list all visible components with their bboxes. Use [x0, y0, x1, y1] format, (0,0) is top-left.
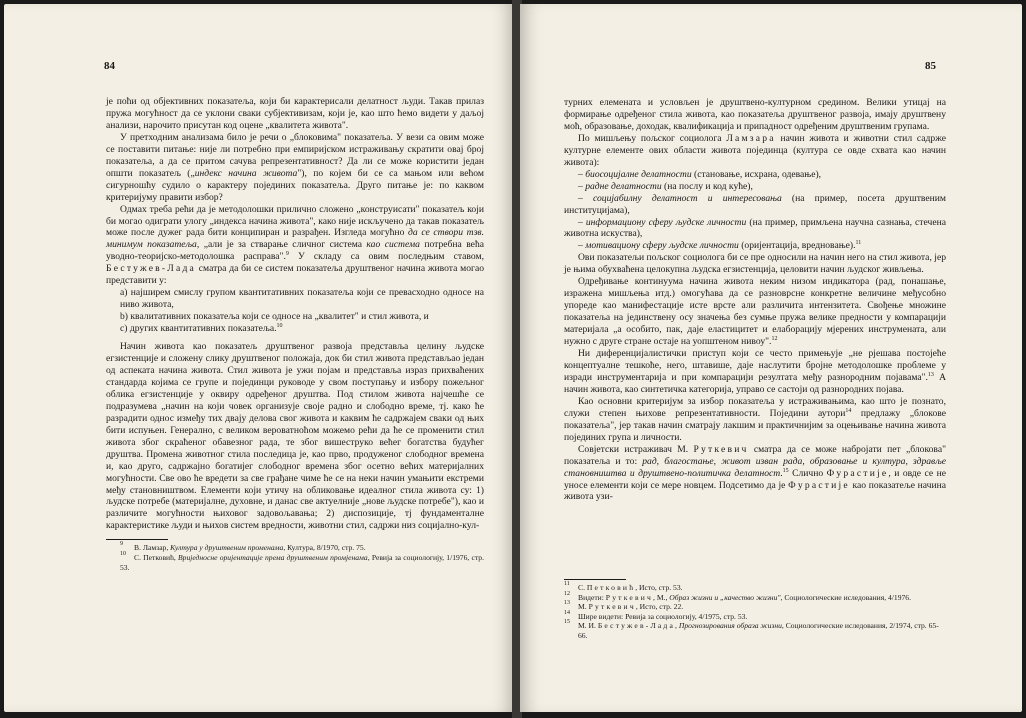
footnote-ref: 10 [276, 322, 283, 329]
author-name: Ламзара [726, 132, 776, 144]
left-page [4, 4, 514, 712]
footnote: 14 Шире видети: Ревија за социологију, 4/1975, стр. 53. [564, 609, 748, 621]
paragraph: Као основни критеријум за избор показатеља у истраживањима, као што је познато, служи степен њихове репрезентативности. Поједини аутори$^{14}$ предлажу „блокове показатеља", јер такав начин сматрају лакшим и практичнијим за оцењивање начина живота појединих група и личности. [564, 395, 946, 443]
footnote-ref: 14 [845, 407, 852, 414]
list-item: b) квалитативних показатеља који се односе на „квалитет" и стил живота, и [120, 311, 429, 323]
paragraph: У претходним анализама било је речи о „блоковима" показатеља. У вези са овим може се поставити питање: није ли потребно при емпиријском истраживању скратити овај број показатеља, а да се притом сачува репрезентативност? Да ли се може користити један општи показатељ („индекс начина живота"), по којем би се са мањом или већом сигурношћу судило о карактеру појединих показатеља. Друго питање је: по каквом критеријуму правити избор? [106, 131, 484, 203]
footnote-ref: 12 [771, 335, 778, 342]
right-page [520, 4, 1022, 712]
left-page-body [106, 96, 484, 572]
list-item: – радне делатности (на послу и код куће), [578, 180, 753, 192]
footnote-ref: 9 [285, 251, 289, 258]
paragraph: Одмах треба рећи да је методолошки прилично сложено „конструисати" показатељ који би могао одиграти улогу „индекса начина живота", како није искључено да такав показатељ може после дужег рада бити конципиран и разрађен. Изгледа могућно да се створи тзв. минимум показатеља, „али је за стварање сличног система као система потребна већа уводно-теоријско-методолошка расправа".$^9$ У складу са овим последњим ставом, Бестужев-Лада сматра да би се систем показатеља друштвеног начина живота могао представити у: [106, 203, 484, 287]
page-number: 85 [925, 60, 936, 72]
paragraph: је поћи од објективних показатеља, који би карактерисали делатност људи. Такав прилаз пружа могућност да се уклони сваки субјективизам, који је, као што ћемо видети у даљој анализи, нарочито присутан код оцене „квалитета живота". [106, 96, 484, 131]
footnote-ref: 15 [782, 467, 789, 474]
footnote-ref: 11 [855, 240, 862, 247]
right-page-body [564, 97, 946, 503]
footnotes [564, 572, 946, 641]
author-name: Фурастије [826, 467, 889, 479]
footnote: 12 Видети: Руткевич, М., Образ жизни и „качество жизни", Социологические иследования, 4/1976. [564, 590, 911, 602]
footnote: 15 М. И. Бестужев-Лада, Прогнозирования образа жизни, Социологические иследования, 2/1974, стр. 65-66. [564, 619, 939, 640]
footnote: 13 М. Руткевич, Исто, стр. 22. [564, 600, 684, 612]
footnote: 11 С. Петковић, Исто, стр. 53. [564, 581, 683, 592]
list-item: c) других квантитативних показатеља.$^{10}$ [120, 322, 283, 335]
author-name: Бестужев-Лада [106, 263, 196, 275]
paragraph: Начин живота као показатељ друштвеног развоја представља целину људске егзистенције и сложену слику друштвеног положаја, док би стил живота представљао један од аспеката начина живота. Стил живота је ужи појам и представља израз прихваћених стандарда којима се групе и појединци руководе у свом поступању и избору пожељног облика егзистенције у оквиру одређеног друштва. Под стилом живота најчешће се подразумева „начин на који човек организује своје радно и слободно време, тј. како ће разрадити однос између тих двају делова свог живота и каквим ће садржајем сваки од њих бити испуњен. Генерално, с великом вероватноћом можемо рећи да ће се променити стил живота због скраћеног обавезног рада, те због вишеструко већег богатства будућег друштва. Промена животног стила последица је, као прво, продуженог слободног времена и, као друго, садржајно богатијег слободног времена због осетно већих материјалних могућности. Све ово ће вредети за све грађане чиме ће се на неки начин умањити екстреми међу становништвом. Елементи који утичу на обликовање идеалног стила живота су: 1) људске потребе (материјалне, духовне, и данас све актуелније „нове људске потребе"), као и различите могућности њиховог задовољавања; 2) диспозиције, тј фундаменталне карактеристике људи и њихов систем вредности, животни стил, садржи низ социјално-кул- [106, 341, 484, 532]
list-item: – информациону сферу људске личности (на пример, примљена научна сазнања, стечена животна искуства), [564, 216, 946, 240]
list-item: – мотивациону сферу људске личности (оријентација, вредновање).$^{11}$ [578, 240, 862, 252]
footnote-rule [564, 579, 626, 580]
paragraph: Ни диференцијалистички приступ који се често примењује „не рјешава постојеће концептуалне тешкоће, него, штавише, даје наслутити бројне методолошке проблеме у изради инструментарија и при компарацији резултата међу разнородним појавама".$^{13}$ А начин живота, као синтетичка категорија, управо се састоји од разнородних појава. [564, 348, 946, 395]
paragraph: По мишљењу пољског социолога Ламзара начин живота и животни стил садрже културне елементе ових области живота појединца (култура се овде схвата као начин живота): [564, 132, 946, 168]
list-item: – социјабилну делатност и интересовања (на пример, посета друштвеним институцијама), [564, 192, 946, 216]
list-item: – биосоцијалне делатности (становање, исхрана, одевање), [578, 168, 822, 180]
paragraph: Одређивање континуума начина живота неким низом индикатора (рад, понашање, изражена мишљења итд.) омогућава да се разноврсне конкретне величине међусобно упореде као манифестације исте врсте али различита интензитета. Свођење множине показатеља на јединствену осу значења без сумње пружа велике предности у компарацији материјала „а особито, пак, даје еластицитет и елаборацију мјерених инструмената, али нужно с друге стране остаје на уопштеном нивоу".$^{12}$ [564, 276, 946, 348]
footnote: 9 В. Ламзар, Култура у друштвеним променама, Култура, 8/1970, стр. 75. [120, 541, 366, 553]
paragraph: турних елемената и условљен је друштвено-културном средином. Велики утицај на формирање одређеног стила живота, као показатеља друштвеног развоја, имају друштвену моћ, образовање, доходак, квалификација и припадност одређеним друштвеним групама. [564, 97, 946, 132]
author-name: Руткевич [693, 443, 749, 455]
paragraph: Совјетски истраживач М. Руткевич сматра да се може набројати пет „блокова" показатеља и то: рад, благостање, живот изван рада, образовање и култура, здравље становништва и друштвено-политичка делатност.$^{15}$ Слично Фурастије, и овде се не уносе елементи који се мере новцем. Подсетимо да је Фурастије као показатеље начина живота узи- [564, 443, 947, 503]
page-number: 84 [104, 60, 115, 72]
list-item: a) најширем смислу групом квантитативних показатеља који се превасходно односе на ниво живота, [120, 287, 484, 311]
footnote: 10 С. Петковић, Вриједносне оријентације према друштвеним промјенама, Ревија за социологију, 1/1976, стр. 53. [120, 550, 484, 572]
author-name: Фурастије [788, 479, 850, 491]
paragraph: Ови показатељи пољског социолога би се пре односили на начин него на стил живота, јер је њима обухваћена целокупна људска егзистенција, целовити начин људског живљења. [564, 252, 946, 276]
footnote-ref: 13 [927, 371, 934, 378]
